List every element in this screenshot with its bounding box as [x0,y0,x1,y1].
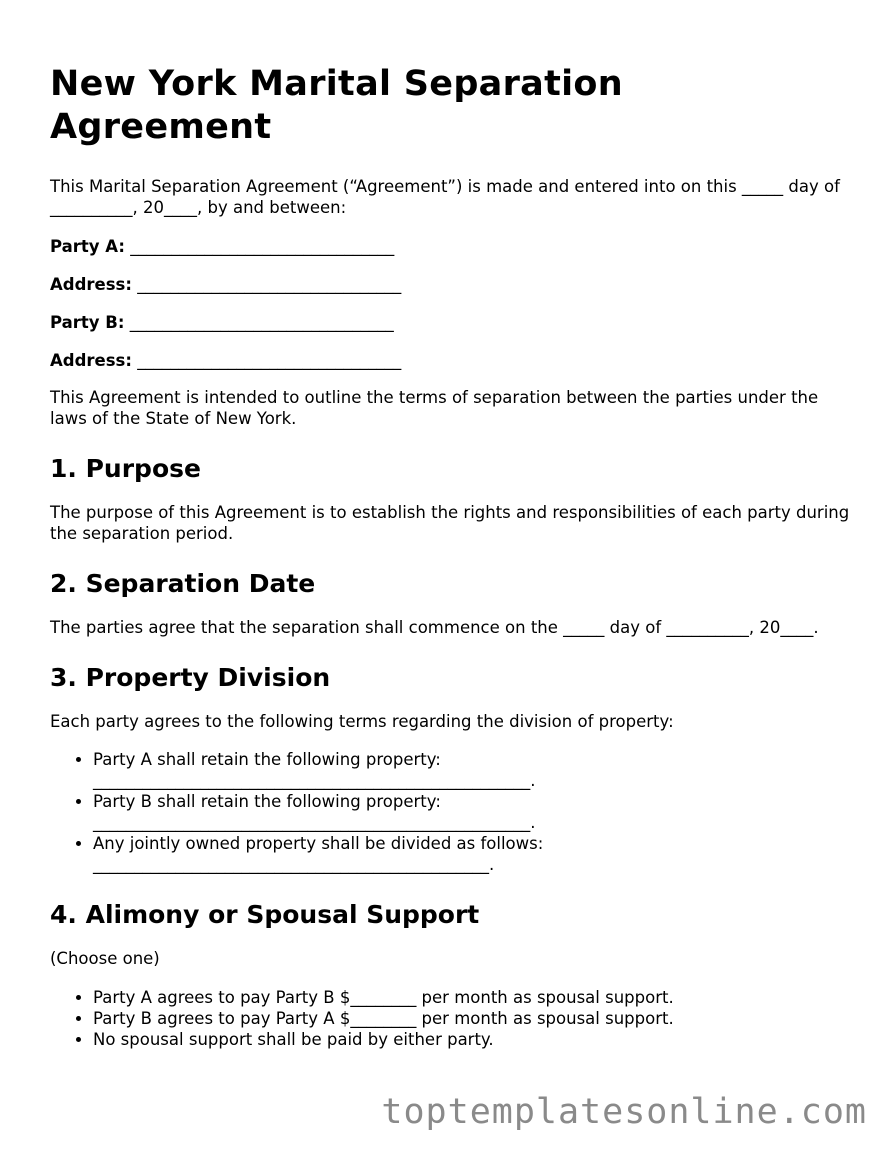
watermark: toptemplatesonline.com [381,1092,867,1132]
property-list [50,749,850,875]
closing-paragraph: This Agreement is intended to outline the terms of separation between the parties under the laws of the State of New York. [50,388,819,428]
intro-paragraph: This Marital Separation Agreement (“Agreement”) is made and entered into on this _____ day of __________, 20____, by and between: [50,177,840,217]
section-heading-property-division: 3. Property Division [50,663,331,692]
party-b-address-field [50,349,850,372]
field-label: Party A: [50,237,125,256]
list-item: • No spousal support shall be paid by either party. [93,1029,850,1050]
section-heading-separation-date: 2. Separation Date [50,569,316,598]
field-blank: ________________________________ [130,237,395,256]
field-label: Address: [50,275,132,294]
list-item: • Party A shall retain the following property: _____________________________________________________. [93,749,850,791]
party-b-field [50,311,850,334]
section-text-purpose: The purpose of this Agreement is to establish the rights and responsibilities of each party during the separation period. [50,503,850,543]
field-label: Address: [50,351,132,370]
alimony-list [50,987,850,1050]
party-a-address-field [50,273,850,296]
field-label: Party B: [50,313,125,332]
field-blank: ________________________________ [137,351,402,370]
section-text-alimony: (Choose one) [50,949,160,968]
list-item: • Party A agrees to pay Party B $________ per month as spousal support. [93,987,850,1008]
section-text-separation-date: The parties agree that the separation shall commence on the _____ day of __________, 20____. [50,618,819,637]
section-text-property-division: Each party agrees to the following terms regarding the division of property: [50,712,674,731]
section-heading-purpose: 1. Purpose [50,454,201,483]
field-blank: ________________________________ [137,275,402,294]
list-item: • Any jointly owned property shall be divided as follows: ________________________________________________. [93,833,850,875]
list-item: • Party B agrees to pay Party A $________ per month as spousal support. [93,1008,850,1029]
document-title: New York Marital Separation Agreement [50,64,623,147]
section-heading-alimony: 4. Alimony or Spousal Support [50,900,480,929]
field-blank: ________________________________ [129,313,394,332]
document-page [50,0,850,1050]
list-item: • Party B shall retain the following property: _____________________________________________________. [93,791,850,833]
party-a-field [50,235,850,258]
